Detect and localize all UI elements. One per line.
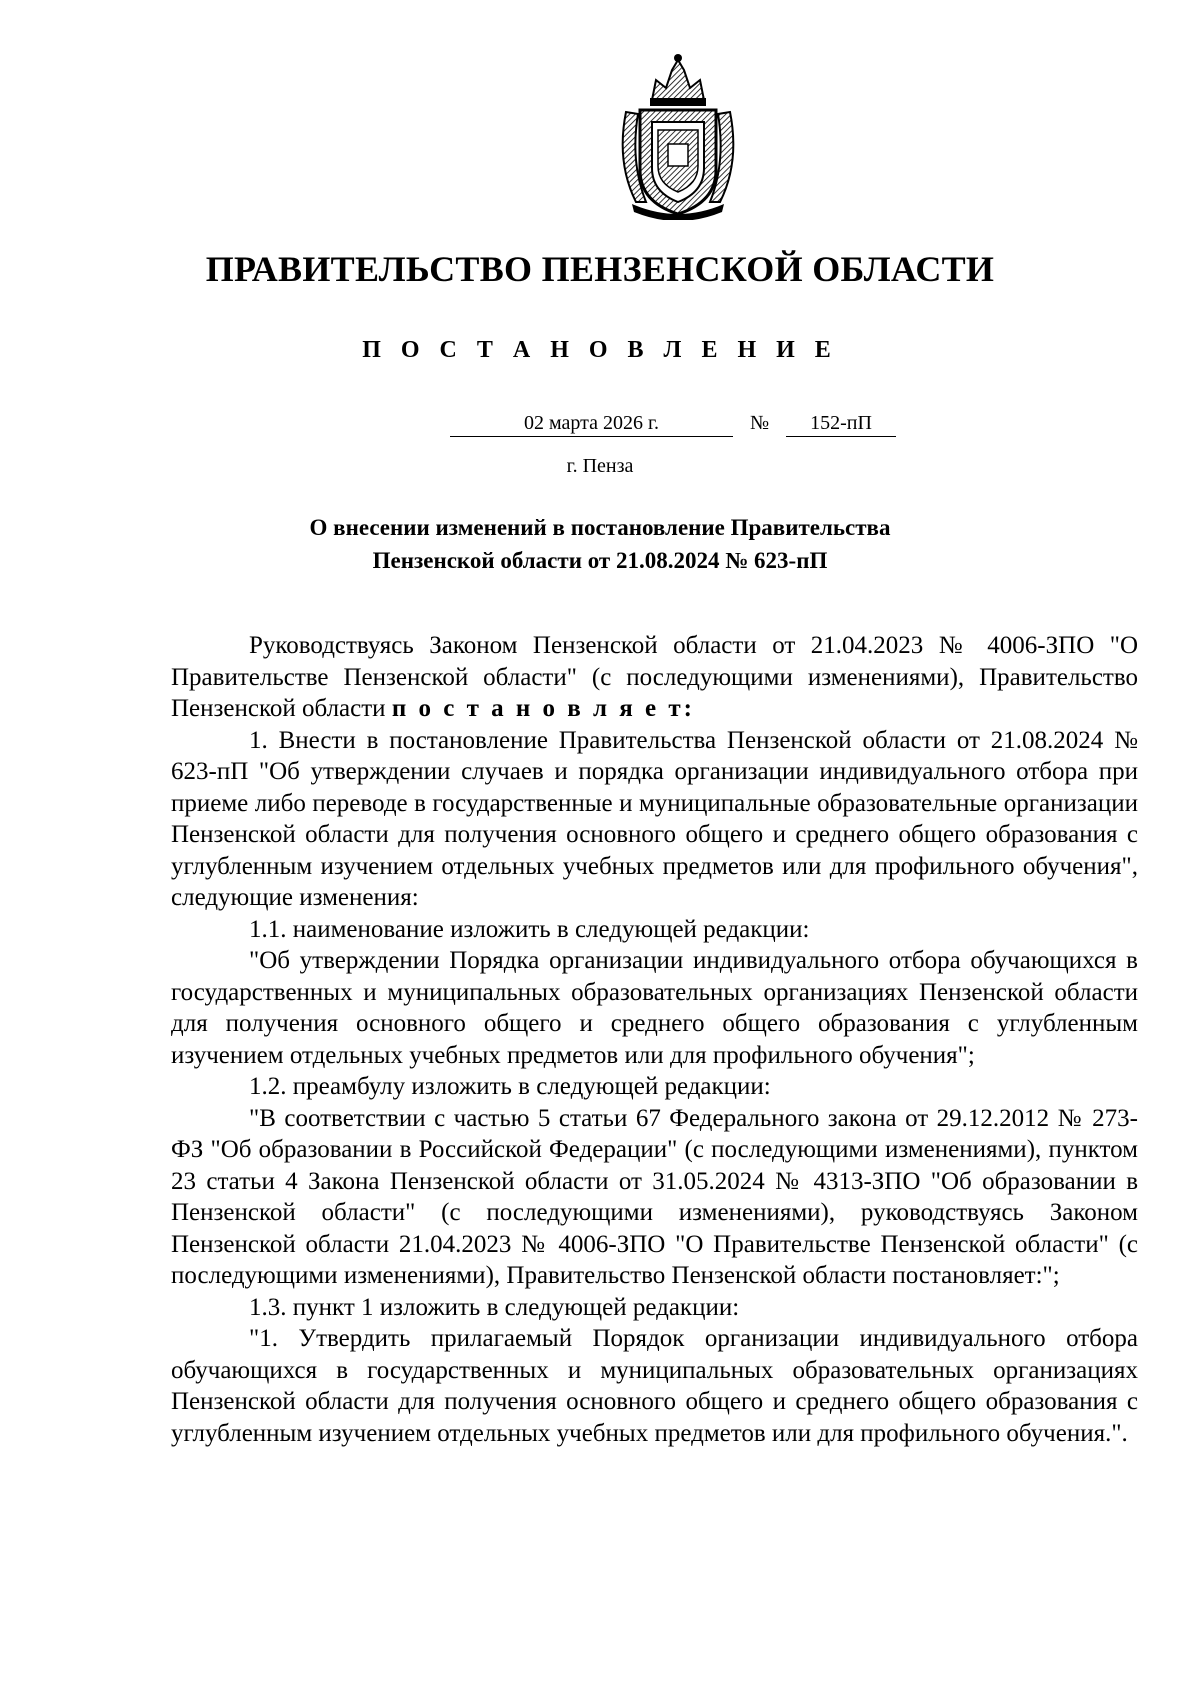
paragraph-1: 1. Внести в постановление Правительства Пензенской области от 21.08.2024 № 623-пП "Об утверждении случаев и порядка организации индивидуального отбора при приеме либо переводе в государственные и муниципальные образовательные организации Пензенской области для получения основного общего и среднего общего образования с углубленным изучением отдельных учебных предметов или для профильного обучения", следующие изменения: <box>171 726 1138 911</box>
coat-of-arms-emblem <box>612 52 744 220</box>
paragraph-1-3: 1.3. пункт 1 изложить в следующей редакции: <box>249 1293 740 1321</box>
paragraph-1-1: 1.1. наименование изложить в следующей редакции: <box>249 915 810 943</box>
document-number: 152-пП <box>786 412 896 437</box>
document-date: 02 марта 2026 г. <box>450 412 733 437</box>
date-number-line <box>450 412 900 442</box>
organization-name: ПРАВИТЕЛЬСТВО ПЕНЗЕНСКОЙ ОБЛАСТИ <box>205 249 995 289</box>
title-line-1: О внесении изменений в постановление Правительства <box>309 515 891 540</box>
city: г. Пенза <box>566 455 634 477</box>
paragraph-1-2-text: "В соответствии с частью 5 статьи 67 Федерального закона от 29.12.2012 № 273-ФЗ "Об образовании в Российской Федерации" (с последующими изменениями), пунктом 23 статьи 4 Закона Пензенской области от 31.05.2024 № 4313-ЗПО "Об образовании в Пензенской области" (с последующими изменениями), руководствуясь Законом Пензенской области 21.04.2023 № 4006-ЗПО "О Правительстве Пензенской области" (с последующими изменениями), Правительство Пензенской области постановляет:"; <box>171 1104 1138 1289</box>
title-line-2: Пензенской области от 21.08.2024 № 623-пП <box>372 548 828 573</box>
document-type: П О С Т А Н О В Л Е Н И Е <box>362 337 838 363</box>
paragraph-1-2: 1.2. преамбулу изложить в следующей редакции: <box>249 1073 771 1100</box>
preamble-text: Руководствуясь Законом Пензенской области от 21.04.2023 № 4006-ЗПО "О Правительстве Пензенской области" (с последующими изменениями), Правительство Пензенской области <box>171 632 1138 722</box>
number-sign: № <box>750 412 770 434</box>
preamble-keyword: п о с т а н о в л я е т: <box>391 695 696 722</box>
paragraph-1-3-text: "1. Утвердить прилагаемый Порядок организации индивидуального отбора обучающихся в государственных и муниципальных образовательных организациях Пензенской области для получения основного общего и среднего общего образования с углубленным изучением отдельных учебных предметов или для профильного обучения.". <box>171 1325 1138 1447</box>
document-body <box>171 630 1138 1449</box>
document-title <box>260 511 940 577</box>
paragraph-1-1-text: "Об утверждении Порядка организации индивидуального отбора обучающихся в государственных и муниципальных образовательных организациях Пензенской области для получения основного общего и среднего общего образования с углубленным изучением отдельных учебных предметов или для профильного обучения"; <box>171 947 1138 1069</box>
preamble-paragraph <box>171 630 1138 725</box>
